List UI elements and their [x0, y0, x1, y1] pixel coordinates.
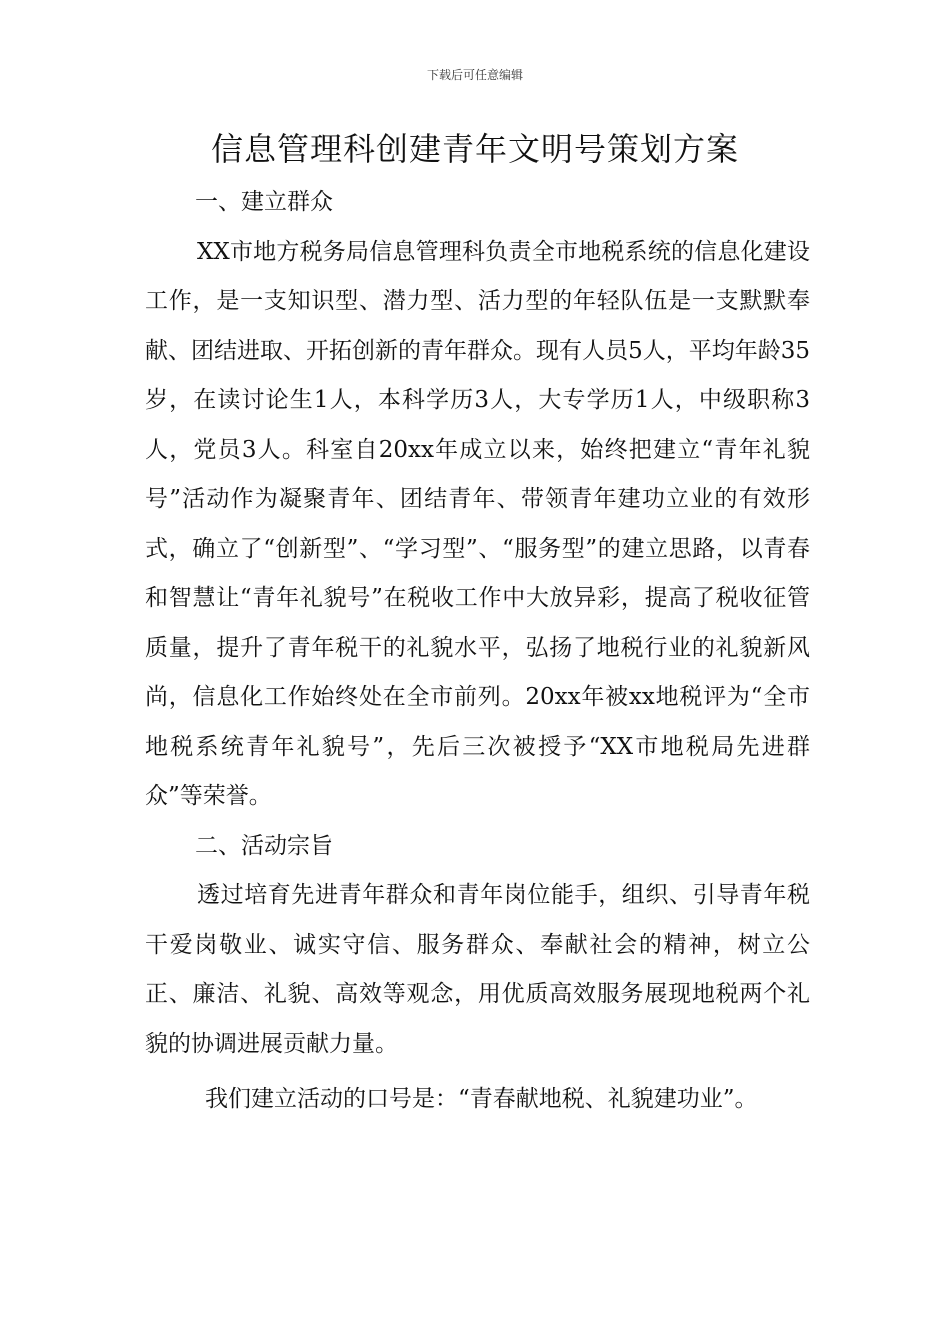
paragraph: 透过培育先进青年群众和青年岗位能手，组织、引导青年税干爱岗敬业、诚实守信、服务群众、奉献社会的精神，树立公正、廉洁、礼貌、高效等观念，用优质高效服务展现地税两个礼貌的协调进展贡献力量。 — [145, 882, 810, 1057]
paragraph: XX市地方税务局信息管理科负责全市地税系统的信息化建设工作，是一支知识型、潜力型、活力型的年轻队伍是一支默默奉献、团结进取、开拓创新的青年群众。现有人员5人，平均年龄35岁，在读讨论生1人，本科学历3人，大专学历1人，中级职称3人，党员3人。科室自20xx年成立以来，始终把建立“青年礼貌号”活动作为凝聚青年、团结青年、带领青年建功立业的有效形式，确立了“创新型”、“学习型”、“服务型”的建立思路，以青春和智慧让“青年礼貌号”在税收工作中大放异彩，提高了税收征管质量，提升了青年税干的礼貌水平，弘扬了地税行业的礼貌新风尚，信息化工作始终处在全市前列。20xx年被xx地税评为“全市地税系统青年礼貌号”，先后三次被授予“XX市地税局先进群众”等荣誉。 — [145, 238, 810, 809]
section-heading: 二、活动宗旨 — [195, 832, 333, 859]
slogan-paragraph: 我们建立活动的口号是：“青春献地税、礼貌建功业”。 — [205, 1086, 758, 1112]
header-note: 下载后可任意编辑 — [426, 68, 523, 82]
document-title: 信息管理科创建青年文明号策划方案 — [210, 130, 739, 168]
section-heading: 一、建立群众 — [195, 189, 333, 215]
document-body — [145, 178, 810, 1125]
